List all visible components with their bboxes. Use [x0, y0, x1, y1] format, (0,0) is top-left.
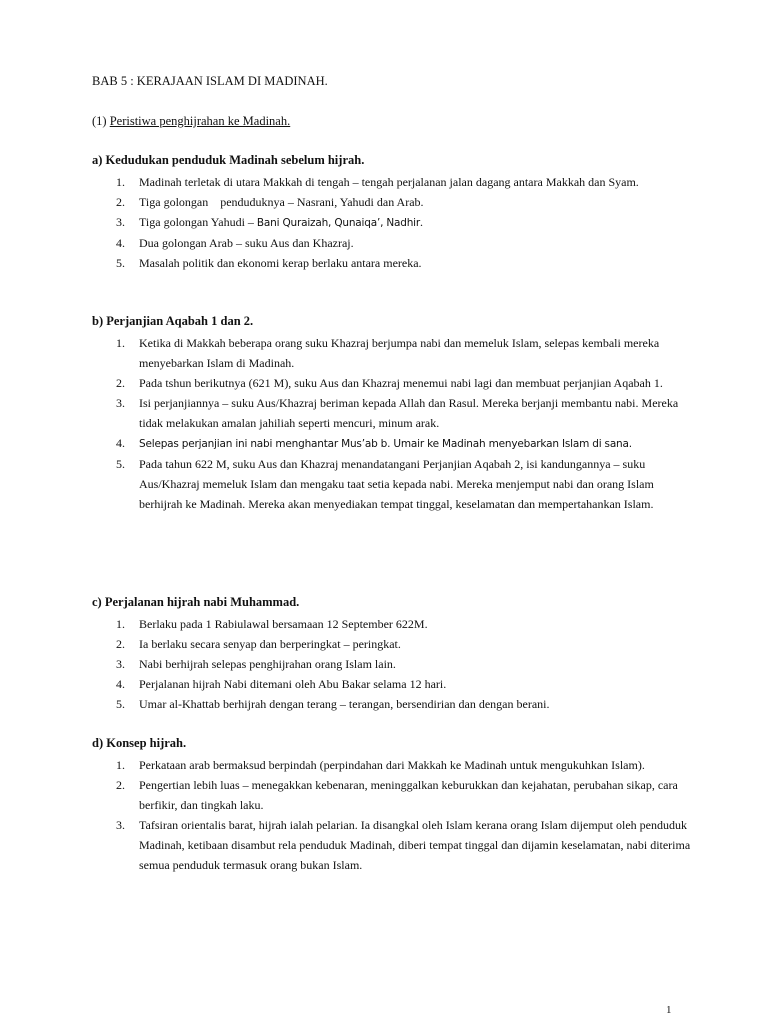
numbered-list [92, 755, 692, 875]
list-item [92, 172, 692, 192]
item-number: 3. [116, 396, 125, 410]
list-item [92, 393, 692, 433]
item-text: Tafsiran orientalis barat, hijrah ialah pelarian. Ia disangkal oleh Islam kerana orang Islam dijemput oleh penduduk Madinah, ketibaan disambut rela penduduk Madinah, diberi tempat tinggal dan dijamin keselamatan, nabi diterima semua penduduk termasuk orang bukan Islam. [139, 818, 691, 872]
section-heading: d) Konsep hijrah. [92, 736, 187, 750]
section-heading: b) Perjanjian Aqabah 1 dan 2. [92, 314, 254, 328]
item-text: Dua golongan Arab – suku Aus dan Khazraj. [139, 236, 354, 250]
list-item [92, 694, 692, 714]
item-number: 4. [116, 677, 125, 691]
item-text: Perjalanan hijrah Nabi ditemani oleh Abu Bakar selama 12 hari. [139, 677, 447, 691]
item-text: Umar al-Khattab berhijrah dengan terang – terangan, bersendirian dan dengan berani. [139, 697, 550, 711]
list-item [92, 433, 692, 454]
list-item [92, 775, 692, 815]
list-item [92, 654, 692, 674]
item-number: 2. [116, 195, 125, 209]
item-number: 1. [116, 617, 125, 631]
item-text: Tiga golongan Yahudi – [139, 215, 257, 229]
list-item [92, 333, 692, 373]
list-item [92, 192, 692, 212]
item-text: Tiga golongan penduduknya – Nasrani, Yahudi dan Arab. [139, 195, 424, 209]
item-number: 1. [116, 336, 125, 350]
list-item [92, 674, 692, 694]
list-item [92, 815, 692, 875]
item-number: 4. [116, 436, 125, 450]
item-number: 1. [116, 175, 125, 189]
item-text-alt-font: Bani Quraizah, Qunaiqa’, Nadhir [256, 217, 421, 229]
list-item [92, 634, 692, 654]
item-number: 3. [116, 818, 125, 832]
item-text: Ketika di Makkah beberapa orang suku Khazraj berjumpa nabi dan memeluk Islam, selepas kembali mereka menyebarkan Islam di Madinah. [139, 336, 660, 370]
item-text: Berlaku pada 1 Rabiulawal bersamaan 12 September 622M. [139, 617, 428, 631]
item-text: Nabi berhijrah selepas penghijrahan orang Islam lain. [139, 657, 396, 671]
item-number: 4. [116, 236, 125, 250]
section-b [92, 313, 692, 514]
section-heading: c) Perjalanan hijrah nabi Muhammad. [92, 595, 300, 609]
item-number: 5. [116, 256, 125, 270]
section-heading: a) Kedudukan penduduk Madinah sebelum hijrah. [92, 153, 365, 167]
item-text: Isi perjanjiannya – suku Aus/Khazraj beriman kepada Allah dan Rasul. Mereka berjanji membantu nabi. Mereka tidak melakukan amalan jahiliah seperti mencuri, minum arak. [139, 396, 679, 430]
item-number: 2. [116, 778, 125, 792]
list-item [92, 755, 692, 775]
numbered-list [92, 614, 692, 714]
item-number: 2. [116, 376, 125, 390]
chapter-title: Peristiwa penghijrahan ke Madinah. [109, 114, 291, 128]
item-text: Masalah politik dan ekonomi kerap berlaku antara mereka. [139, 256, 422, 270]
item-text: Madinah terletak di utara Makkah di tengah – tengah perjalanan jalan dagang antara Makkah dan Syam. [139, 175, 639, 189]
item-number: 1. [116, 758, 125, 772]
list-item [92, 212, 692, 233]
numbered-list [92, 333, 692, 514]
list-item [92, 233, 692, 253]
numbered-list [92, 172, 692, 273]
section-c [92, 594, 692, 714]
chapter-number: (1) [92, 114, 107, 128]
item-text: Ia berlaku secara senyap dan berperingkat – peringkat. [139, 637, 401, 651]
document-title: BAB 5 : KERAJAAN ISLAM DI MADINAH. [92, 74, 328, 88]
item-number: 2. [116, 637, 125, 651]
item-number: 3. [116, 215, 125, 229]
section-a [92, 152, 692, 273]
item-number: 3. [116, 657, 125, 671]
item-number: 5. [116, 697, 125, 711]
item-text: Perkataan arab bermaksud berpindah (perpindahan dari Makkah ke Madinah untuk mengukuhkan Islam). [139, 758, 645, 772]
list-item [92, 373, 692, 393]
list-item [92, 454, 692, 514]
item-text: Pengertian lebih luas – menegakkan kebenaran, meninggalkan keburukkan dan kejahatan, perubahan sikap, cara berfikir, dan tingkah laku. [139, 778, 678, 812]
item-text: Pada tahun 622 M, suku Aus dan Khazraj menandatangani Perjanjian Aqabah 2, isi kandungannya – suku Aus/Khazraj memeluk Islam dan mengaku taat setia kepada nabi. Mereka menjemput nabi dan orang Islam berhijrah ke Madinah. Mereka akan menyediakan tempat tinggal, keselamatan dan mempertahankan Islam. [139, 457, 654, 511]
item-text-tail: . [420, 215, 424, 229]
item-text-alt-font: Selepas perjanjian ini nabi menghantar Mus’ab b. Umair ke Madinah menyebarkan Islam di sana. [139, 438, 632, 450]
page-number: 1 [666, 1004, 672, 1016]
chapter-heading [92, 114, 290, 129]
item-number: 5. [116, 457, 125, 471]
item-text: Pada tshun berikutnya (621 M), suku Aus dan Khazraj menemui nabi lagi dan membuat perjanjian Aqabah 1. [139, 376, 663, 390]
list-item [92, 253, 692, 273]
section-d [92, 735, 692, 875]
list-item [92, 614, 692, 634]
